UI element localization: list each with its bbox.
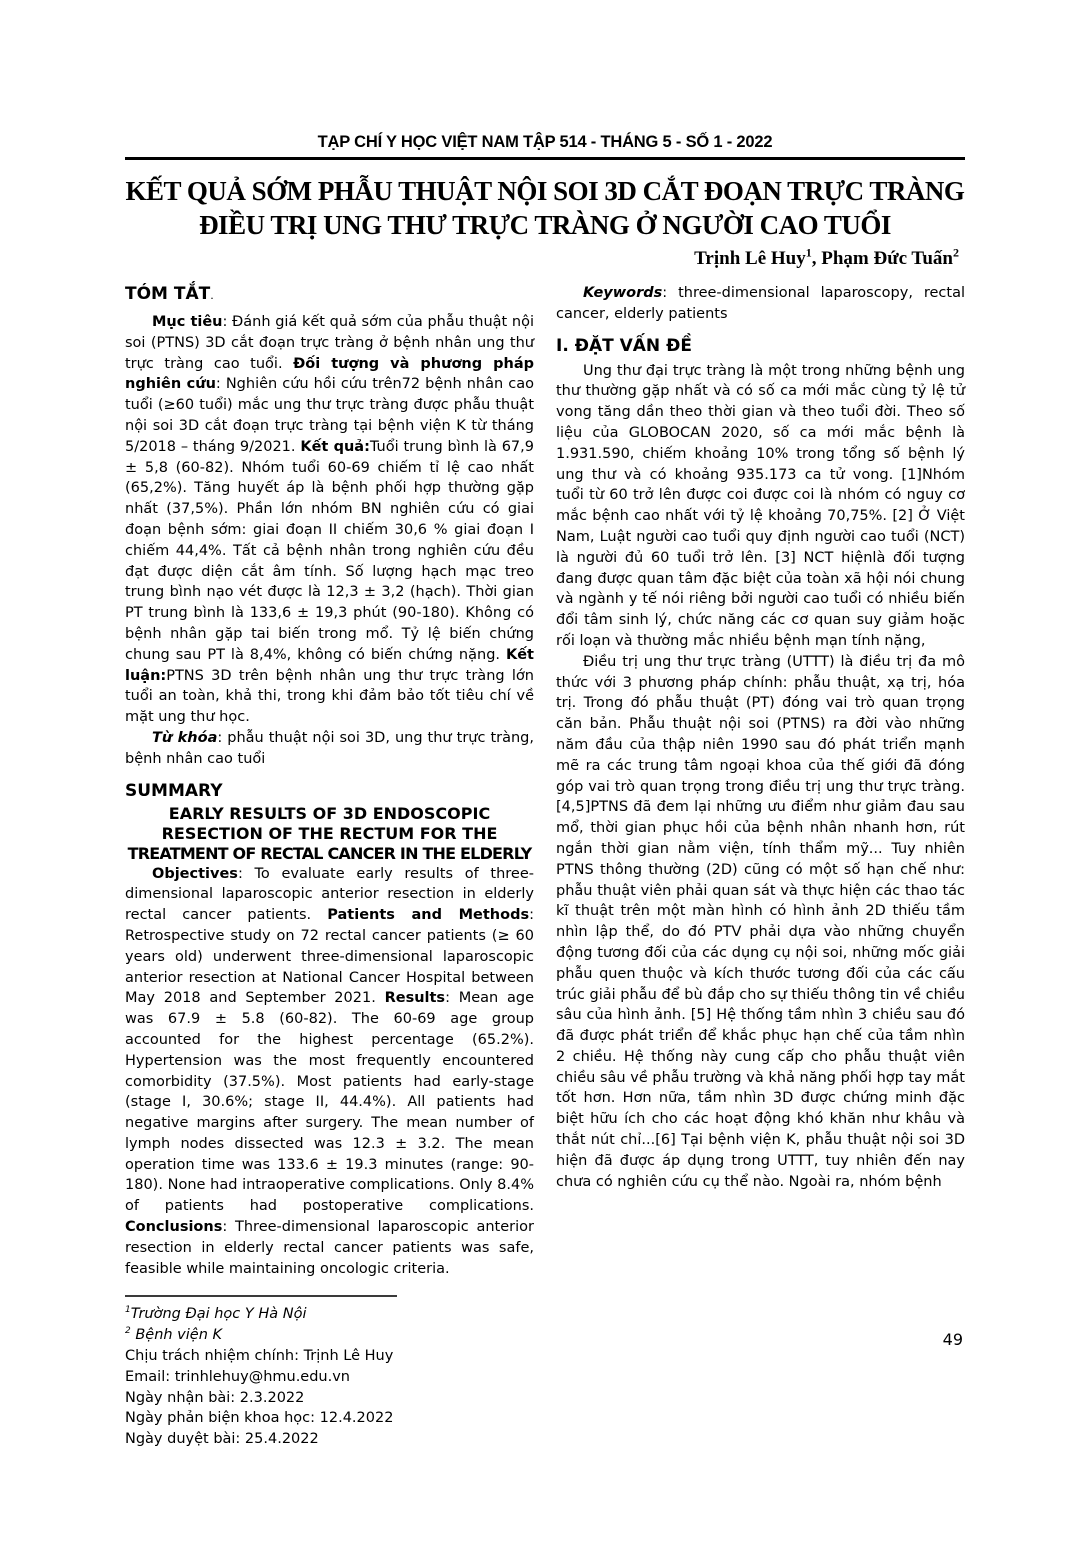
abstract-label-ket-qua: Kết quả: bbox=[300, 438, 370, 455]
affiliation-1-text: Trường Đại học Y Hà Nội bbox=[130, 1306, 307, 1323]
summary-paragraph bbox=[125, 864, 534, 1280]
two-column-body bbox=[125, 283, 965, 1450]
abstract-text-doi-tuong: : Nghiên cứu hồi cứu trên72 bệnh nhân cao tuổi (≥60 tuổi) mắc ung thư trực tràng được phẫu thuật nội soi 3D cắt đoạn trực tràng tại bệnh viện K từ tháng 5/2018 – tháng 9/2021. bbox=[125, 376, 534, 455]
introduction-paragraph-2: Điều trị ung thư trực tràng (UTTT) là điều trị đa mô thức với 3 phương pháp chính: phẫu thuật, xạ trị, hóa trị. Trong đó phẫu thuật (PT) đóng vai trò quan trọng căn bản. Phẫu thuật nội soi (PTNS) ra đời vào những năm đầu của thập niên 1990 sau đó phát triển mạnh mẽ ra các trung tâm ngoại khoa của thế giới đã đóng góp vai trò quan trọng trong điều trị ung thư trực tràng. [4,5]PTNS đã đem lại những ưu điểm như giảm đau sau mổ, thời gian phục hồi của bệnh nhân nhanh hơn, rút ngắn thời gian nằm viện, tính thẩm mỹ... Tuy nhiên PTNS thông thường (2D) cũng có một số hạn chế như: phẫu thuật viên phải quan sát và thực hiện các thao tác kĩ thuật trên một màn hình có hình ảnh 2D thiếu tầm nhìn lập thể, do đó PTV phải dựa vào những chuyển động tương đối của các dụng cụ nội soi, những mốc giải phẫu quen thuộc và kích thước tương đối của các cấu trúc giải phẫu để bù đắp cho sự thiếu thông tin về chiều sâu của hình ảnh. [5] Hệ thống tầm nhìn 3 chiều sau đó đã được phát triển để khắc phục hạn chế của tầm nhìn 2 chiều. Hệ thống này cung cấp cho phẫu thuật viên chiều sâu về phẫu trường và khả năng phối hợp tay mắt tốt hơn. Hơn nữa, tầm nhìn 3D được chứng minh đặc biệt hữu ích cho các hoạt động khó khăn như khâu và thắt nút chỉ...[6] Tại bệnh viện K, phẫu thuật nội soi 3D hiện đã được áp dụng trong UTTT, tuy nhiên đến nay chưa có nghiên cứu cụ thể nào. Ngoài ra, nhóm bệnh bbox=[556, 653, 965, 1190]
author-2: Phạm Đức Tuấn bbox=[821, 248, 953, 269]
journal-header: TẠP CHÍ Y HỌC VIỆT NAM TẬP 514 - THÁNG 5 - SỐ 1 - 2022 bbox=[125, 133, 965, 160]
abstract-heading bbox=[125, 283, 534, 307]
summary-title-line-1: EARLY RESULTS OF 3D ENDOSCOPIC bbox=[168, 803, 491, 823]
abstract-heading-dot: . bbox=[210, 289, 214, 302]
accepted-date-line: Ngày duyệt bài: 25.4.2022 bbox=[125, 1431, 319, 1448]
keywords-vi-text: : phẫu thuật nội soi 3D, ung thư trực tràng, bệnh nhân cao tuổi bbox=[125, 729, 534, 767]
email-line: Email: trinhlehuy@hmu.edu.vn bbox=[125, 1368, 350, 1385]
summary-label-conclusions: Conclusions bbox=[125, 1219, 223, 1236]
affiliation-1-mark: 1 bbox=[125, 1305, 131, 1316]
page-content bbox=[125, 133, 965, 1450]
introduction-heading: I. ĐẶT VẤN ĐỀ bbox=[556, 335, 692, 356]
keywords-en-text: : three-dimensional laparoscopy, rectal cancer, elderly patients bbox=[556, 285, 965, 322]
page-number: 49 bbox=[942, 1330, 963, 1349]
left-column bbox=[125, 283, 534, 1450]
abstract-paragraph bbox=[125, 312, 534, 728]
affiliation-1 bbox=[125, 1304, 534, 1325]
keywords-vi-label: Từ khóa bbox=[152, 729, 218, 746]
summary-label-results: Results bbox=[384, 990, 446, 1007]
abstract-label-muc-tieu: Mục tiêu bbox=[152, 314, 223, 330]
summary-title-line-3: TREATMENT OF RECTAL CANCER IN THE ELDERLY bbox=[127, 843, 532, 863]
abstract-text-muc-tieu: : Đánh giá kết quả sớm của phẫu thuật nội soi (PTNS) 3D cắt đoạn trực tràng ở bệnh nhân ung thư trực tràng cao tuổi. bbox=[125, 314, 534, 372]
summary-title-line-2: RESECTION OF THE RECTUM FOR THE bbox=[161, 823, 498, 843]
keywords-vi-paragraph bbox=[125, 728, 534, 770]
right-column bbox=[556, 283, 965, 1450]
summary-title bbox=[125, 804, 534, 864]
keywords-en-label: Keywords bbox=[583, 285, 663, 301]
author-2-affiliation-mark: 2 bbox=[953, 245, 959, 260]
summary-label-patients-methods: Patients and Methods bbox=[327, 907, 530, 924]
article-title bbox=[125, 174, 965, 242]
authors-line bbox=[125, 245, 965, 270]
summary-heading: SUMMARY bbox=[125, 780, 223, 801]
affiliation-2 bbox=[125, 1325, 534, 1346]
author-1: Trịnh Lê Huy bbox=[694, 248, 806, 269]
article-title-line-2: ĐIỀU TRỊ UNG THƯ TRỰC TRÀNG Ở NGƯỜI CAO TUỔI bbox=[199, 210, 891, 240]
article-title-line-1: KẾT QUẢ SỚM PHẪU THUẬT NỘI SOI 3D CẮT ĐOẠN TRỰC TRÀNG bbox=[125, 176, 965, 206]
abstract-text-ket-luan: PTNS 3D trên bệnh nhân ung thư trực tràng lớn tuổi an toàn, khả thi, trong khi đảm bảo tốt tiêu chí về mặt ung thư học. bbox=[125, 667, 534, 726]
summary-text-objectives: : To evaluate early results of three-dimensional laparoscopic anterior resection in elderly rectal cancer patients. bbox=[125, 865, 534, 924]
abstract-label-doi-tuong: Đối tượng và phương pháp nghiên cứu bbox=[125, 355, 534, 393]
abstract-heading-text: TÓM TẮT bbox=[125, 284, 211, 304]
abstract-text-ket-qua: Tuổi trung bình là 67,9 ± 5,8 (60-82). Nhóm tuổi 60-69 chiếm tỉ lệ cao nhất (65,2%). Tăng huyết áp là bệnh phối hợp thường gặp nhất (37,5%). Phần lớn nhóm BN nghiên cứu có giai đoạn bệnh sớm: giai đoạn II chiếm 30,6 % giai đoạn I chiếm 44,4%. Tất cả bệnh nhân trong nghiên cứu đều đạt được diện cắt âm tính. Số lượng hạch mạc treo trung bình nạo vét được là 12,3 ± 3,2 (hạch). Thời gian PT trung bình là 133,6 ± 19,3 phút (90-180). Không có bệnh nhân gặp tai biến trong mổ. Tỷ lệ biến chứng chung sau PT là 8,4%, không có biến chứng nặng. bbox=[125, 438, 534, 663]
responsible-author-line: Chịu trách nhiệm chính: Trịnh Lê Huy bbox=[125, 1348, 394, 1365]
introduction-paragraph-1: Ung thư đại trực tràng là một trong những bệnh ung thư thường gặp nhất và có số ca mới mắc cùng tỷ lệ tử vong tăng dần theo thời gian và theo tuổi đời. Theo số liệu của GLOBOCAN 2020, số ca mới mắc bệnh là 1.931.590, chiếm khoảng 10% trong tổng số bệnh lý ung thư và có khoảng 935.173 ca tử vong. [1]Nhóm tuổi từ 60 trở lên được coi được coi là nhóm có nguy cơ mắc bệnh cao nhất với tỷ lệ khoảng 70,75%. [2] Ở Việt Nam, Luật người cao tuổi quy định người cao tuổi (NCT) là người đủ 60 tuổi trở lên. [3] NCT hiệnlà đối tượng đang được quan tâm đặc biệt của toàn xã hội nói chung và ngành y tế nói riêng bởi người cao tuổi có nhiều biến đổi tâm sinh lý, chức năng các cơ quan suy giảm hoặc rối loạn và thường mắc nhiều bệnh mạn tính nặng, bbox=[556, 362, 965, 649]
summary-text-conclusions: : Three-dimensional laparoscopic anterior resection in elderly rectal cancer patients was safe, feasible while maintaining oncologic criteria. bbox=[125, 1219, 534, 1277]
summary-label-objectives: Objectives bbox=[152, 865, 238, 882]
affiliation-2-mark: 2 bbox=[125, 1326, 131, 1337]
abstract-label-ket-luan: Kết luận: bbox=[125, 646, 534, 684]
summary-text-patients-methods: : Retrospective study on 72 rectal cancer patients (≥ 60 years old) underwent three-dimensional laparoscopic anterior resection at National Cancer Hospital between May 2018 and September 2021. bbox=[125, 907, 534, 1007]
author-1-affiliation-mark: 1 bbox=[805, 245, 812, 260]
reviewed-date-line: Ngày phản biện khoa học: 12.4.2022 bbox=[125, 1410, 394, 1427]
summary-text-results: : Mean age was 67.9 ± 5.8 (60-82). The 60-69 age group accounted for the highest percentage (65.2%). Hypertension was the most frequently encountered comorbidity (37.5%). Most patients had early-stage (stage I, 30.6%; stage II, 44.4%). All patients had negative margins after surgery. The mean number of lymph nodes dissected was 12.3 ± 3.2. The mean operation time was 133.6 ± 19.3 minutes (range: 90-180). None had intraoperative complications. Only 8.4% of patients had postoperative complications. bbox=[125, 990, 534, 1215]
footnote-block bbox=[125, 1295, 534, 1450]
received-date-line: Ngày nhận bài: 2.3.2022 bbox=[125, 1389, 305, 1406]
author-separator: , bbox=[811, 248, 822, 269]
affiliation-2-text: Bệnh viện K bbox=[130, 1327, 223, 1344]
keywords-en-paragraph bbox=[556, 283, 965, 325]
footnote-divider bbox=[125, 1295, 397, 1297]
